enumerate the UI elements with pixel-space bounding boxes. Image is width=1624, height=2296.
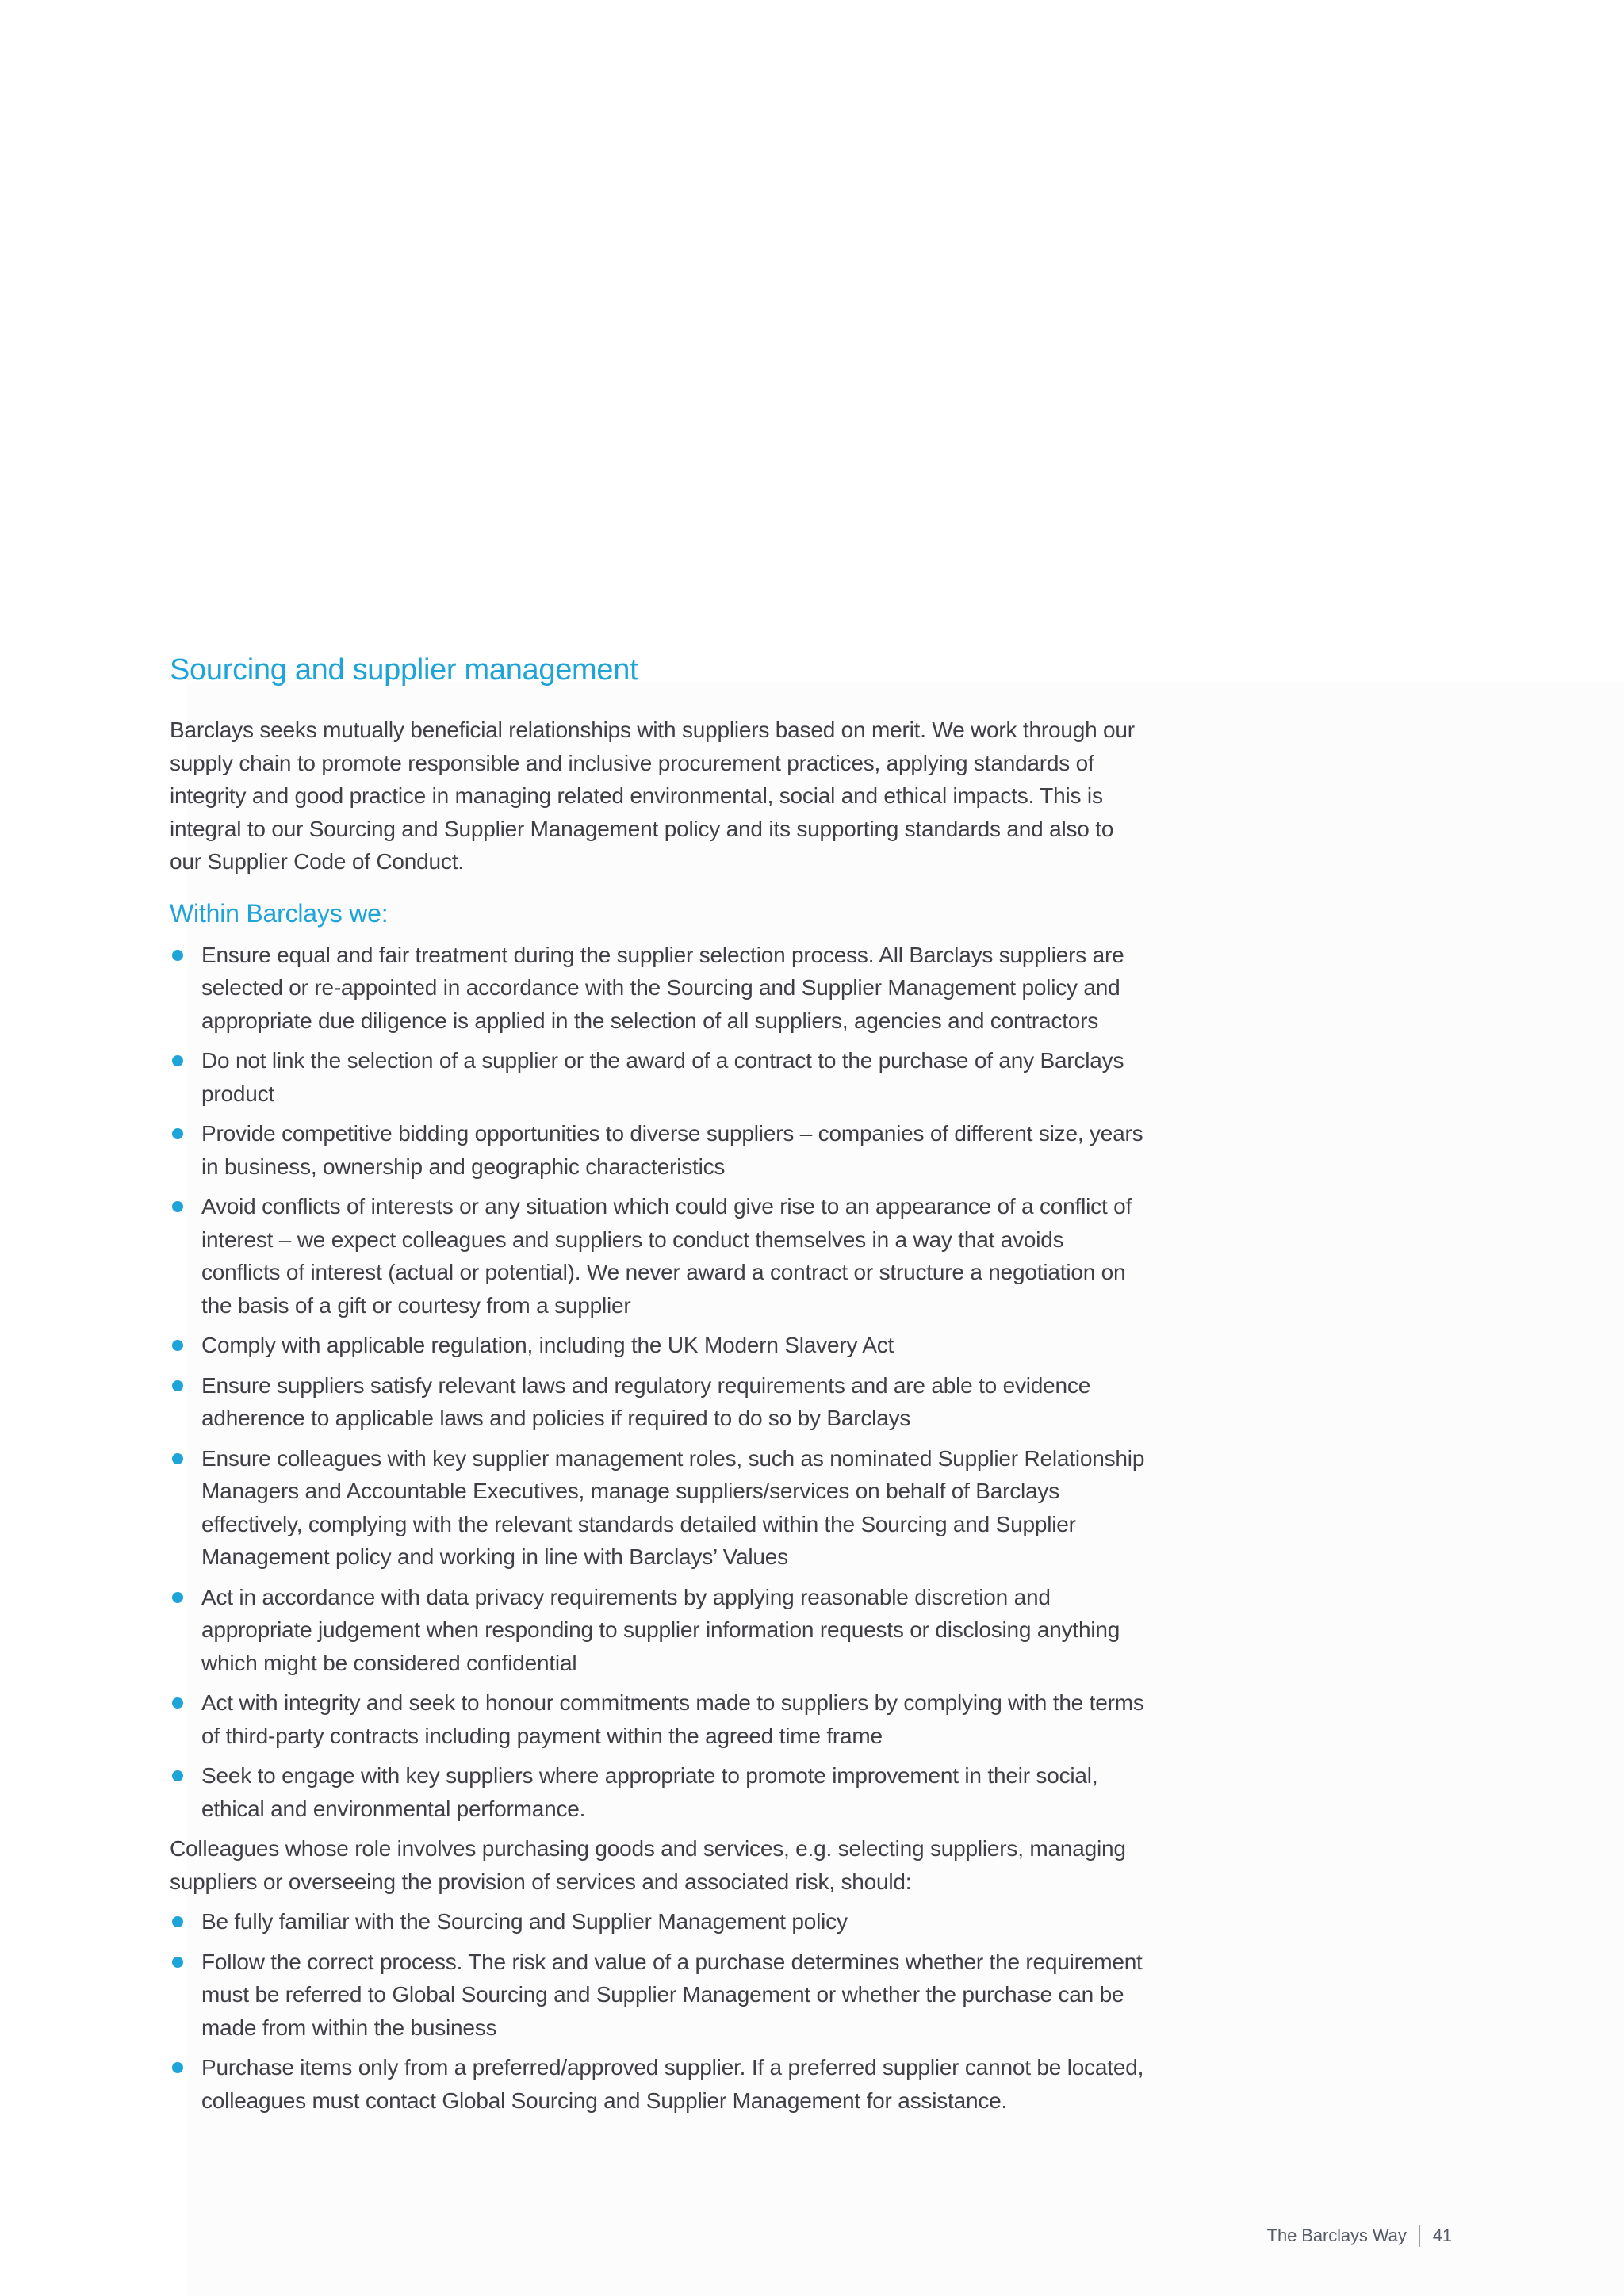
page-number: 41 — [1432, 2225, 1452, 2245]
bullet-list-colleagues — [170, 1905, 1145, 2117]
bullet-dot-icon — [172, 1201, 183, 1212]
list-item — [170, 939, 1145, 1038]
bullet-list-we — [170, 939, 1145, 1826]
list-item-text: Ensure colleagues with key supplier management roles, such as nominated Supplier Relationship Managers and Accountable Executives, manage suppliers/services on behalf of Barclays effectively, complying with the relevant standards detailed within the Sourcing and Supplier Management policy and working in line with Barclays’ Values — [201, 1445, 1145, 1569]
list-item — [170, 1442, 1145, 1574]
list-item — [170, 1329, 1145, 1362]
section-title: Sourcing and supplier management — [170, 653, 638, 687]
list-item — [170, 1581, 1145, 1680]
list-item — [170, 1117, 1145, 1183]
list-item-text: Provide competitive bidding opportunities to diverse suppliers – companies of different size, years in business, ownership and geographic characteristics — [201, 1121, 1143, 1179]
list-item-text: Do not link the selection of a supplier or the award of a contract to the purchase of any Barclays product — [201, 1048, 1124, 1106]
bullet-dot-icon — [172, 1340, 183, 1351]
footer-divider — [1419, 2225, 1420, 2247]
list-item-text: Act in accordance with data privacy requirements by applying reasonable discretion and appropriate judgement when responding to supplier information requests or disclosing anything which might be considered confidential — [201, 1584, 1120, 1675]
list-item — [170, 1905, 1145, 1938]
list-item — [170, 1759, 1145, 1825]
list-item — [170, 1190, 1145, 1322]
list-item-text: Avoid conflicts of interests or any situation which could give rise to an appearance of a conflict of interest – we expect colleagues and suppliers to conduct themselves in a way that avoids conflicts of interest (actual or potential). We never award a contract or structure a negotiation on the basis of a gift or courtesy from a supplier — [201, 1194, 1132, 1318]
bullet-dot-icon — [172, 1592, 183, 1603]
bullet-dot-icon — [172, 2062, 183, 2073]
subheading-within-barclays: Within Barclays we: — [170, 898, 389, 928]
footer-doc-title: The Barclays Way — [1266, 2225, 1407, 2245]
list-item — [170, 2051, 1145, 2117]
bullet-dot-icon — [172, 1916, 183, 1927]
section-sourcing — [170, 650, 1145, 2124]
list-item-text: Act with integrity and seek to honour commitments made to suppliers by complying with the terms of third-party contracts including payment within the agreed time frame — [201, 1690, 1144, 1748]
bullet-dot-icon — [172, 950, 183, 961]
list-item-text: Purchase items only from a preferred/approved supplier. If a preferred supplier cannot be located, colleagues must contact Global Sourcing and Supplier Management for assistance. — [201, 2055, 1144, 2113]
list-item-text: Be fully familiar with the Sourcing and Supplier Management policy — [201, 1909, 848, 1934]
list-item — [170, 1369, 1145, 1435]
list-item-text: Comply with applicable regulation, including the UK Modern Slavery Act — [201, 1333, 894, 1357]
bullet-dot-icon — [172, 1453, 183, 1464]
bullet-dot-icon — [172, 1770, 183, 1781]
intro-paragraph: Barclays seeks mutually beneficial relationships with suppliers based on merit. We work through our supply chain to promote responsible and inclusive procurement practices, applying standards of integrity and good practice in managing related environmental, social and ethical impacts. This is integral to our Sourcing and Supplier Management policy and its supporting standards and also to our Supplier Code of Conduct. — [170, 718, 1135, 874]
page-footer — [1267, 2225, 1452, 2247]
list-item — [170, 1044, 1145, 1110]
list-item-text: Ensure suppliers satisfy relevant laws and regulatory requirements and are able to evidence adherence to applicable laws and policies if required to do so by Barclays — [201, 1372, 1091, 1430]
list-item — [170, 1686, 1145, 1752]
list-item — [170, 1946, 1145, 2045]
bullet-dot-icon — [172, 1128, 183, 1139]
bullet-dot-icon — [172, 1697, 183, 1709]
bullet-dot-icon — [172, 1055, 183, 1066]
bullet-dot-icon — [172, 1380, 183, 1391]
list-item-text: Follow the correct process. The risk and value of a purchase determines whether the requirement must be referred to Global Sourcing and Supplier Management or whether the purchase can be made from within the business — [201, 1949, 1143, 2040]
colleagues-paragraph: Colleagues whose role involves purchasing goods and services, e.g. selecting suppliers, managing suppliers or overseeing the provision of services and associated risk, should: — [170, 1836, 1126, 1894]
list-item-text: Ensure equal and fair treatment during the supplier selection process. All Barclays suppliers are selected or re-appointed in accordance with the Sourcing and Supplier Management policy and appropriate due diligence is applied in the selection of all suppliers, agencies and contractors — [201, 942, 1124, 1033]
bullet-dot-icon — [172, 1957, 183, 1968]
list-item-text: Seek to engage with key suppliers where appropriate to promote improvement in their social, ethical and environmental performance. — [201, 1763, 1098, 1821]
